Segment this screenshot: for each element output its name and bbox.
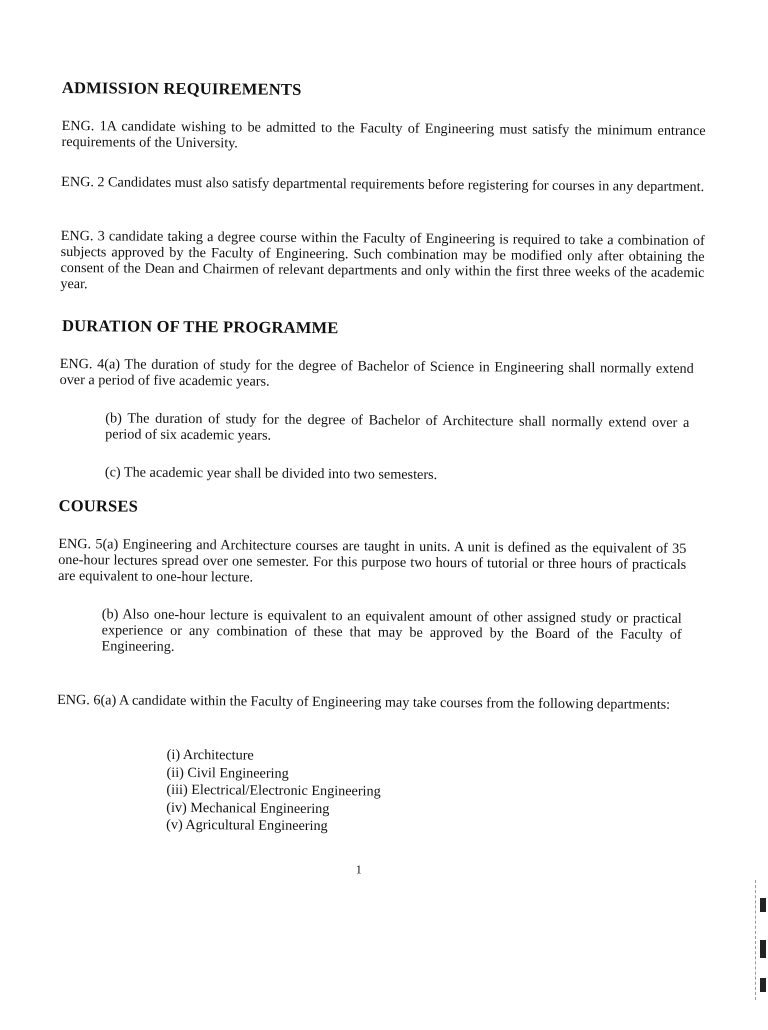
clause-eng-5b: [101, 606, 681, 659]
clause-eng-1: [61, 118, 705, 155]
clause-text: ENG. 4(a) The duration of study for the degree of Bachelor of Science in Engineering shall normally extend over a period of five academic years.: [59, 356, 694, 390]
clause-text: (b) The duration of study for the degree of Bachelor of Architecture shall normally extend over a period of six academic years.: [105, 410, 690, 444]
clause-eng-4a: [60, 356, 694, 393]
page-number: 1: [355, 862, 362, 877]
clause-text: ENG. 3 candidate taking a degree course within the Faculty of Engineering is required to take a combination of subjects approved by the Faculty of Engineering. Such combination may be modified only after obtaining the consent of the Dean and Chairmen of relevant departments and only within the first three weeks of the academic year.: [60, 228, 705, 293]
clause-text: (b) Also one-hour lecture is equivalent to an equivalent amount of other assigned study or practical experience or any combination of these that may be approved by the Board of the Faculty of Engineering.: [101, 606, 682, 655]
edge-mark: [760, 940, 766, 958]
clause-eng-3: [60, 228, 704, 297]
edge-mark: [760, 898, 766, 912]
clause-text: ENG. 6(a) A candidate within the Faculty of Engineering may take courses from the following departments:: [57, 691, 671, 713]
page-edge-shadow: [755, 880, 768, 1000]
list-item: (iii) Electrical/Electronic Engineering: [166, 781, 381, 800]
clause-text: ENG. 2 Candidates must also satisfy departmental requirements before registering for courses in any department.: [61, 174, 705, 196]
list-item: (ii) Civil Engineering: [166, 764, 289, 782]
clause-eng-6a: [57, 692, 677, 713]
clause-eng-5a: [58, 536, 686, 589]
list-item: (v) Agricultural Engineering: [166, 816, 328, 835]
edge-mark: [760, 978, 766, 992]
list-item: (i) Architecture: [166, 746, 254, 764]
clause-eng-4b: [105, 410, 689, 447]
clause-text: ENG. 5(a) Engineering and Architecture courses are taught in units. A unit is defined as the equivalent of 35 one-hour lectures spread over one semester. For this purpose two hours of tutorial or three hours of practicals are equivalent to one-hour lecture.: [58, 536, 687, 586]
section-title-courses: COURSES: [58, 496, 139, 516]
section-title-admission: ADMISSION REQUIREMENTS: [61, 78, 302, 99]
clause-text: (c) The academic year shall be divided into two semesters.: [104, 464, 438, 483]
clause-eng-2: [61, 174, 705, 195]
section-title-duration: DURATION OF THE PROGRAMME: [61, 316, 339, 338]
department-list: [166, 747, 381, 836]
clause-text: ENG. 1A candidate wishing to be admitted to the Faculty of Engineering must satisfy the minimum entrance requirements of the University.: [61, 118, 706, 152]
clause-eng-4c: [105, 464, 689, 485]
list-item: (iv) Mechanical Engineering: [166, 799, 330, 817]
